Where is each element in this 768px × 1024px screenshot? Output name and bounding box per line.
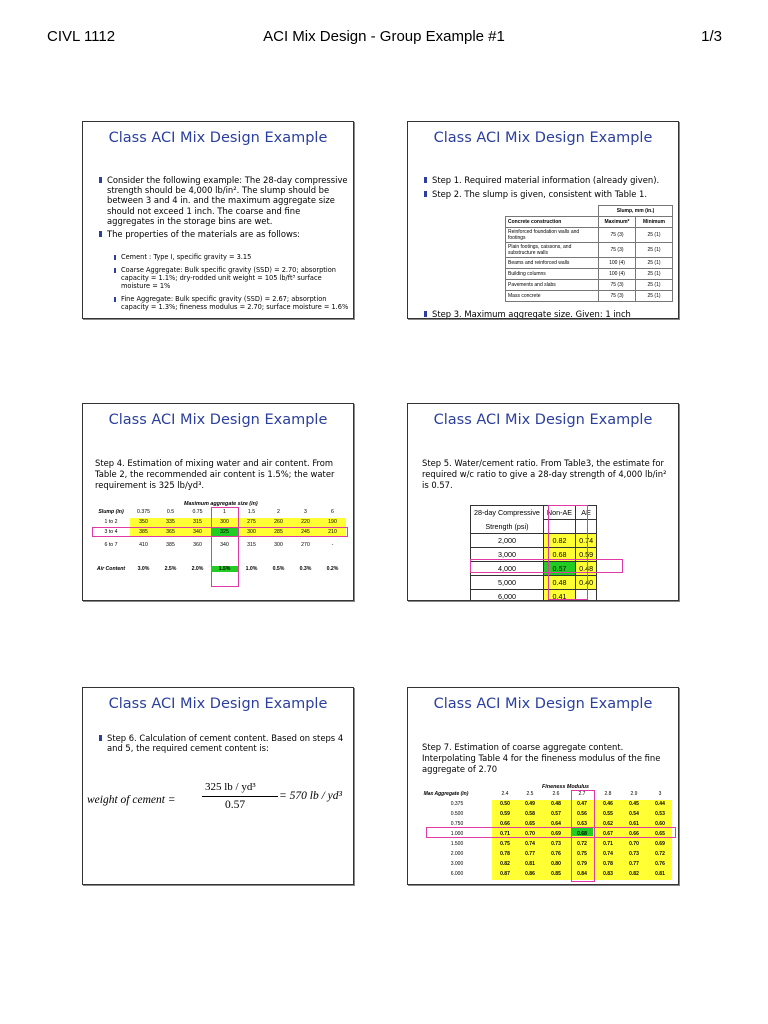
slide-2	[407, 121, 679, 319]
slide-3	[82, 403, 354, 601]
bullet-marker	[99, 735, 102, 741]
table-caption: Maximum aggregate size (in)	[184, 501, 258, 507]
air-content-row: Air Content 3.0% 2.5% 2.0% 1.5% 1.0% 0.5% 0.3% 0.2%	[96, 566, 339, 572]
col-header: Concrete construction	[506, 217, 599, 228]
fraction-bar	[202, 796, 278, 797]
sub-coarse-aggregate: Coarse Aggregate: Bulk specific gravity (SSD) = 2.70; absorption capacity = 1.1%; dry-rodded unit weight = 105 lb/ft³ surface moisture = 1%	[121, 267, 349, 290]
formula-denominator: 0.57	[225, 799, 246, 811]
table-row: Reinforced foundation walls and footings 75 (3) 25 (1)	[506, 228, 673, 243]
highlight-row	[470, 559, 623, 573]
col-header: 28-day Compressive	[471, 506, 544, 520]
bullet-example: Consider the following example: The 28-day compressive strength should be 4,000 lb/in². The slump should be between 3 and 4 in. and the maximum aggregate size should not exceed 1 inch. The coarse and fine aggregates in the storage bins are wet.	[107, 175, 349, 226]
step-5-text: Step 5. Water/cement ratio. From Table3, the estimate for required w/c ratio to give a 28-day strength of 4,000 lb/in² is 0.57.	[422, 458, 667, 490]
table-row: 2.000 0.78 0.77 0.76 0.75 0.74 0.73 0.72	[450, 851, 665, 857]
table-caption: Fineness Modulus	[542, 784, 590, 790]
slump-table	[505, 205, 673, 302]
col-header: AE	[576, 506, 597, 520]
bullet-marker	[114, 268, 116, 273]
step-4-text: Step 4. Estimation of mixing water and air content. From Table 2, the recommended air content is 1.5%; the water requirement is 325 lb/yd³.	[95, 458, 335, 490]
formula-rhs: = 570 lb / yd³	[279, 790, 342, 802]
table-row: 6.000 0.87 0.86 0.85 0.84 0.83 0.82 0.81	[450, 871, 665, 877]
formula-numerator: 325 lb / yd³	[205, 781, 256, 793]
slide-title: Class ACI Mix Design Example	[108, 412, 328, 428]
slide-5	[82, 687, 354, 885]
bullet-marker	[424, 311, 427, 317]
table-row: Pavements and slabs 75 (3) 25 (1)	[506, 280, 673, 291]
table-row: 0.375 0.50 0.49 0.48 0.47 0.46 0.45 0.44	[450, 801, 665, 807]
table-row: Building columns 100 (4) 25 (1)	[506, 269, 673, 280]
bullet-step-1: Step 1. Required material information (already given).	[432, 175, 674, 185]
bullet-marker	[99, 231, 102, 237]
slump-group-header: Slump, mm (in.)	[599, 206, 673, 217]
table-row: Plain footings, caissons, and substructure walls 75 (3) 25 (1)	[506, 243, 673, 258]
document-title: ACI Mix Design - Group Example #1	[263, 28, 505, 45]
step-7-text: Step 7. Estimation of coarse aggregate content. Interpolating Table 4 for the fineness modulus of the fine aggregate of 2.70	[422, 742, 661, 774]
table-row: 0.500 0.59 0.58 0.57 0.56 0.55 0.54 0.53	[450, 811, 665, 817]
slide-title: Class ACI Mix Design Example	[108, 696, 328, 712]
sub-cement: Cement : Type I, specific gravity = 3.15	[121, 254, 349, 262]
table-row: 1.500 0.75 0.74 0.73 0.72 0.71 0.70 0.69	[450, 841, 665, 847]
table-row: 1.000 0.71 0.70 0.69 0.68 0.67 0.66 0.65	[450, 831, 665, 837]
cement-formula	[87, 781, 351, 831]
bullet-marker	[114, 297, 116, 302]
bullet-marker	[114, 255, 116, 260]
slide-title: Class ACI Mix Design Example	[433, 412, 653, 428]
slide-4	[407, 403, 679, 601]
table-row: 3 to 4 385 365 340 325 300 285 245 210	[104, 529, 337, 535]
slide-1	[82, 121, 354, 319]
table-row: 1 to 2 350 335 315 300 275 260 220 190	[104, 519, 337, 525]
page-number: 1/3	[701, 28, 722, 45]
slide-6	[407, 687, 679, 885]
table-row: 3.000 0.82 0.81 0.80 0.79 0.78 0.77 0.76	[450, 861, 665, 867]
table-row: 5,000 0.48 0.40	[471, 576, 597, 590]
table-row: Mass concrete 75 (3) 25 (1)	[506, 291, 673, 302]
bullet-properties: The properties of the materials are as follows:	[107, 229, 349, 239]
table-header-row: Max Aggregate (in) 2.4 2.5 2.6 2.7 2.8 2.9 3	[423, 791, 662, 797]
table-header-row: Slump (in) 0.375 0.5 0.75 1 1.5 2 3 6	[98, 509, 334, 515]
bullet-step-3: Step 3. Maximum aggregate size. Given: 1 inch	[432, 309, 674, 319]
bullet-marker	[99, 177, 102, 183]
col-header: Non-AE	[543, 506, 575, 520]
bullet-step-2: Step 2. The slump is given, consistent with Table 1.	[432, 189, 674, 199]
bullet-step-6: Step 6. Calculation of cement content. Based on steps 4 and 5, the required cement content is:	[107, 733, 349, 753]
table-row: 0.750 0.66 0.65 0.64 0.63 0.62 0.61 0.60	[450, 821, 665, 827]
formula-lhs: weight of cement =	[87, 794, 176, 806]
slide-title: Class ACI Mix Design Example	[433, 130, 653, 146]
table-row: Beams and reinforced walls 100 (4) 25 (1)	[506, 258, 673, 269]
slide-title: Class ACI Mix Design Example	[433, 696, 653, 712]
table-row: 3,000 0.68 0.59	[471, 548, 597, 562]
table-row: 2,000 0.82 0.74	[471, 534, 597, 548]
sub-fine-aggregate: Fine Aggregate: Bulk specific gravity (SSD) = 2.67; absorption capacity = 1.3%; fineness modulus = 2.70; surface moisture = 1.6%	[121, 296, 349, 312]
col-header: Strength (psi)	[471, 520, 544, 534]
slide-title: Class ACI Mix Design Example	[108, 130, 328, 146]
course-code: CIVL 1112	[47, 28, 116, 45]
table-row: 6,000 0.41	[471, 590, 597, 602]
highlight-column	[548, 505, 588, 600]
bullet-marker	[424, 191, 427, 197]
col-header: Minimum	[636, 217, 673, 228]
table-row: 6 to 7 410 385 360 340 315 300 270 -	[104, 542, 334, 548]
bullet-marker	[424, 177, 427, 183]
table-row: 4,000 0.57 0.48	[471, 562, 597, 576]
col-header: Maximum*	[599, 217, 636, 228]
